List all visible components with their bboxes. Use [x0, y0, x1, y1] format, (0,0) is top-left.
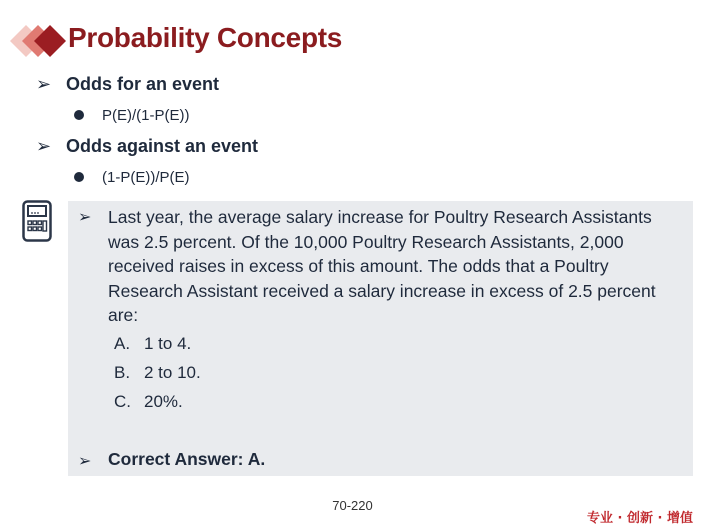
correct-answer: Correct Answer: A.: [108, 449, 266, 469]
bullet-heading: Odds for an event: [66, 74, 220, 94]
diamond-logo-icon: [10, 24, 66, 58]
option-a: A. 1 to 4.: [114, 334, 192, 353]
page-number: 70-220: [332, 498, 373, 513]
option-c: C. 20%.: [114, 392, 183, 411]
arrow-bullet-icon: ➢: [36, 136, 52, 156]
dot-bullet-icon: [74, 110, 84, 120]
page-title: Probability Concepts: [68, 22, 343, 53]
formula-text: (1-P(E))/P(E): [102, 169, 190, 186]
bullet-odds-for: [36, 74, 219, 95]
calculator-icon: [22, 200, 52, 242]
sub-bullet-odds-for-formula: [74, 107, 190, 124]
footer-slogan: 专业 · 创新 · 增值: [587, 511, 693, 526]
arrow-bullet-icon: ➢: [78, 453, 92, 470]
formula-text: P(E)/(1-P(E)): [102, 107, 190, 124]
question-text: Last year, the average salary increase for Poultry Research Assistants was 2.5 percent. Of the 10,000 Poultry Research Assistants, 2,000 received raises in excess of this amount. The odds that a Poultry Research Assistant received a salary increase in excess of 2.5 percent are:: [108, 207, 656, 326]
bullet-heading: Odds against an event: [66, 136, 259, 156]
arrow-bullet-icon: ➢: [36, 74, 52, 94]
arrow-bullet-icon: ➢: [78, 209, 92, 226]
bullet-odds-against: [36, 136, 258, 157]
sub-bullet-odds-against-formula: [74, 169, 190, 186]
option-b: B. 2 to 10.: [114, 363, 201, 382]
dot-bullet-icon: [74, 172, 84, 182]
question-box: [68, 201, 693, 476]
